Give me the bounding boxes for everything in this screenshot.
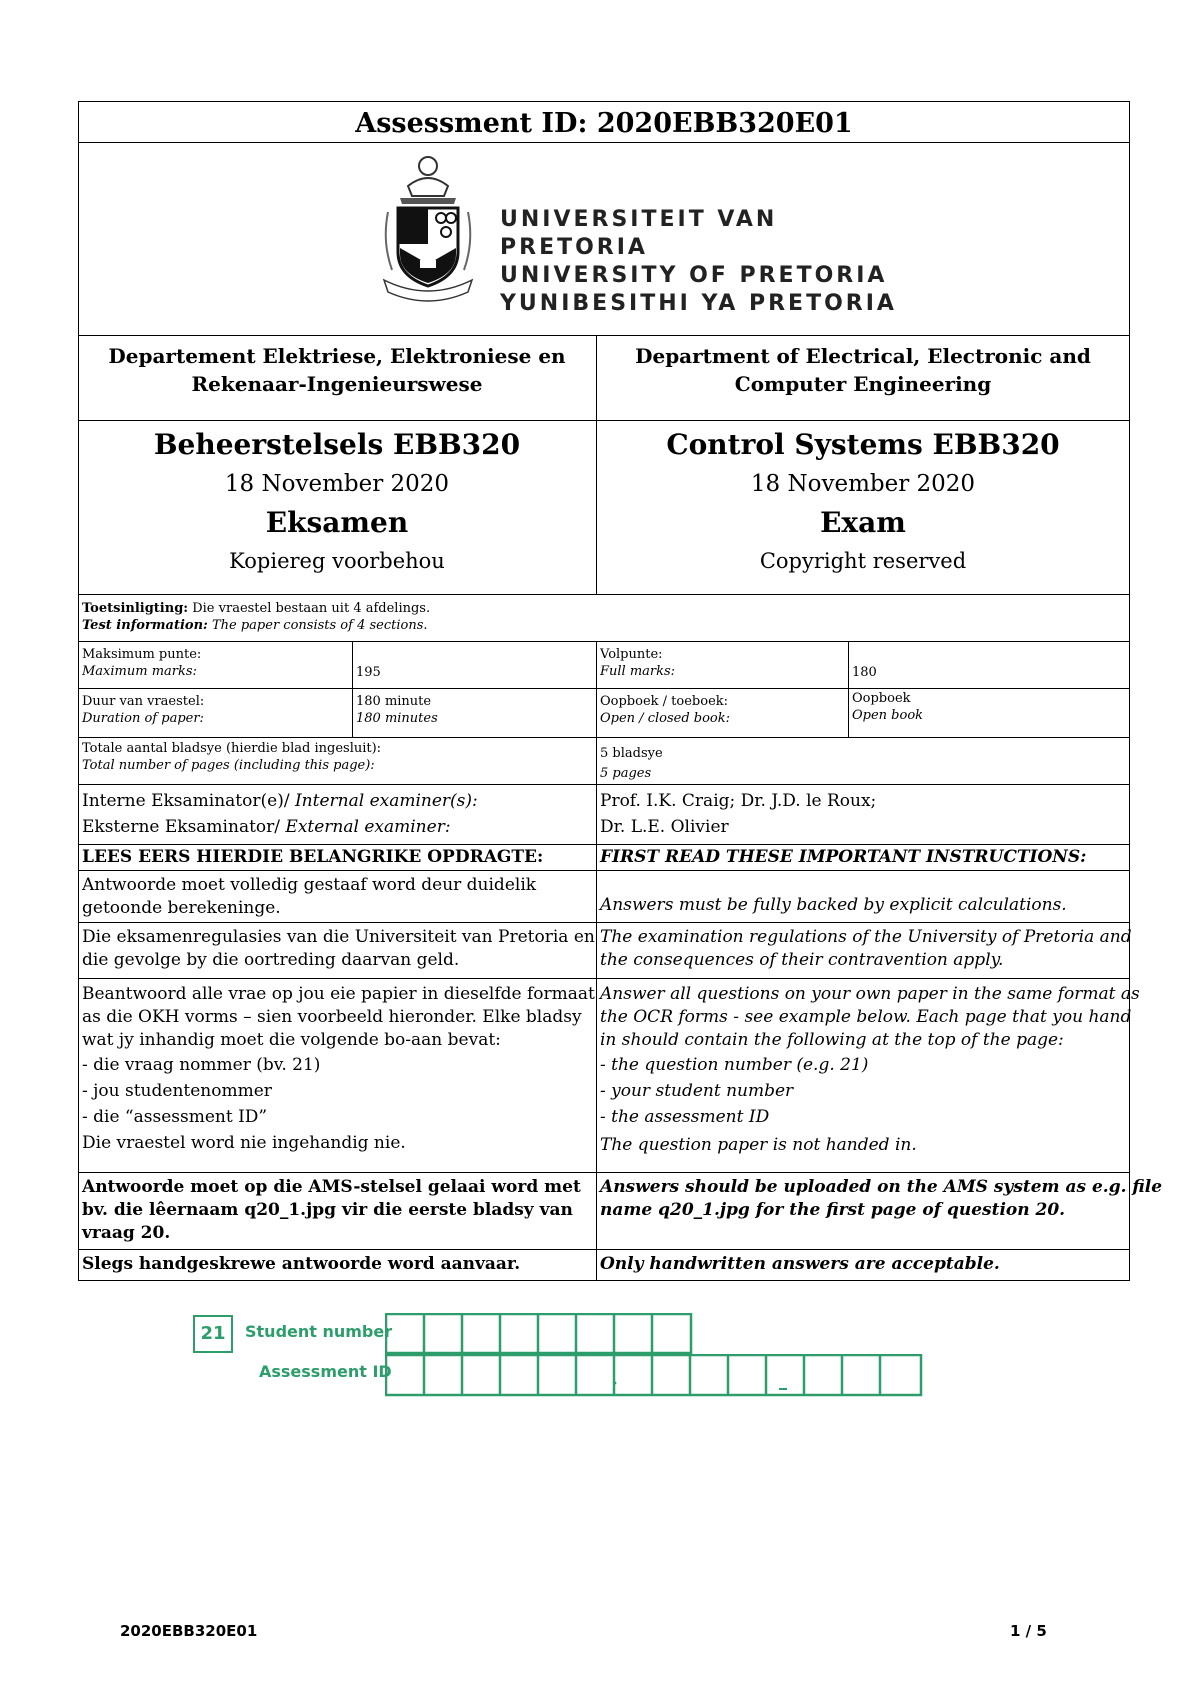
university-name-en: UNIVERSITY OF PRETORIA <box>500 263 888 288</box>
instructions-heading-af: LEES EERS HIERDIE BELANGRIKE OPDRAGTE: <box>82 847 544 867</box>
instruction-2-en: The examination regulations of the University of Pretoria and the consequences of their contravention apply. <box>600 927 1132 970</box>
internal-examiner-label: Interne Eksaminator(e)/ Internal examiner(s): <box>82 791 478 811</box>
internal-examiner-value: Prof. I.K. Craig; Dr. J.D. le Roux; <box>600 791 877 811</box>
exam-label-af: Eksamen <box>265 506 409 539</box>
max-marks-label: Maksimum punte: Maximum marks: <box>82 647 202 679</box>
student-number-grid <box>385 1313 695 1359</box>
university-name-nso: YUNIBESITHI YA PRETORIA <box>500 291 897 316</box>
course-title-en: Control Systems EBB320 <box>666 428 1060 461</box>
max-marks-value: 195 <box>356 665 381 680</box>
assessment-title: Assessment ID: 2020EBB320E01 <box>355 108 853 139</box>
instruction-3-af: Beantwoord alle vrae op jou eie papier in dieselfde formaat as die OKH vorms – sien voorbeeld hieronder. Elke bladsy wat jy inhandig moet die volgende bo-aan bevat: - die vraag nommer (bv. 21) - jou studentenommer - die “assessment ID” Die vraestel word nie ingehandig nie. <box>82 984 595 1153</box>
instruction-2-af: Die eksamenregulasies van die Universiteit van Pretoria en die gevolge by die oortreding daarvan geld. <box>82 927 595 970</box>
footer-assessment-id: 2020EBB320E01 <box>120 1622 258 1640</box>
instruction-5-en: Only handwritten answers are acceptable. <box>600 1254 1000 1274</box>
exam-date-af: 18 November 2020 <box>224 471 450 497</box>
pages-label: Totale aantal bladsye (hierdie blad ingesluit): Total number of pages (including this page): <box>82 741 382 773</box>
course-en <box>596 424 1130 578</box>
university-name-af: UNIVERSITEIT VAN PRETORIA <box>500 207 778 260</box>
book-value: Oopboek Open book <box>852 691 924 723</box>
university-name <box>500 206 900 318</box>
instruction-1-af: Antwoorde moet volledig gestaaf word deur duidelik getoonde berekeninge. <box>82 875 537 918</box>
student-number-label: Student number <box>245 1322 393 1341</box>
footer-page-number: 1 / 5 <box>1010 1622 1047 1640</box>
exam-date-en: 18 November 2020 <box>750 471 976 497</box>
exam-label-en: Exam <box>820 506 906 539</box>
course-af <box>78 424 596 578</box>
copyright-af: Kopiereg voorbehou <box>229 549 445 573</box>
copyright-en: Copyright reserved <box>759 549 967 573</box>
instructions-heading-en: FIRST READ THESE IMPORTANT INSTRUCTIONS: <box>600 847 1087 867</box>
question-number: 21 <box>200 1323 226 1344</box>
instruction-4-en: Answers should be uploaded on the AMS system as e.g. file name q20_1.jpg for the first page of question 20. <box>600 1177 1163 1220</box>
full-marks-label: Volpunte: Full marks: <box>600 647 676 679</box>
duration-label: Duur van vraestel: Duration of paper: <box>82 694 205 726</box>
external-examiner-label: Eksterne Eksaminator/ External examiner: <box>82 817 451 837</box>
book-label: Oopboek / toeboek: Open / closed book: <box>600 694 731 726</box>
instruction-5-af: Slegs handgeskrewe antwoorde word aanvaar. <box>82 1254 521 1274</box>
full-marks-value: 180 <box>852 665 877 680</box>
instruction-3-en: Answer all questions on your own paper in the same format as the OCR forms - see example below. Each page that you hand in should contain the following at the top of the page: - the question number (e.g. 21) - your student number - the assessment ID The question paper is not handed in. <box>600 984 1140 1155</box>
external-examiner-value: Dr. L.E. Olivier <box>600 817 729 837</box>
course-title-af: Beheerstelsels EBB320 <box>153 428 521 461</box>
pages-value: 5 bladsye 5 pages <box>600 746 663 781</box>
test-information: Toetsinligting: Die vraestel bestaan uit 4 afdelings. Test information: The paper consists of 4 sections. <box>82 601 431 633</box>
instruction-1-en: Answers must be fully backed by explicit calculations. <box>600 895 1067 915</box>
duration-value: 180 minute 180 minutes <box>356 694 438 726</box>
department-af: Departement Elektriese, Elektroniese en Rekenaar-Ingenieurswese <box>108 344 566 396</box>
assessment-id-label: Assessment ID <box>259 1362 392 1381</box>
university-crest <box>378 152 478 302</box>
instruction-4-af: Antwoorde moet op die AMS-stelsel gelaai word met bv. die lêernaam q20_1.jpg vir die eerste bladsy van vraag 20. <box>82 1177 581 1243</box>
department-en: Department of Electrical, Electronic and Computer Engineering <box>635 344 1091 396</box>
assessment-id-grid <box>385 1354 925 1402</box>
